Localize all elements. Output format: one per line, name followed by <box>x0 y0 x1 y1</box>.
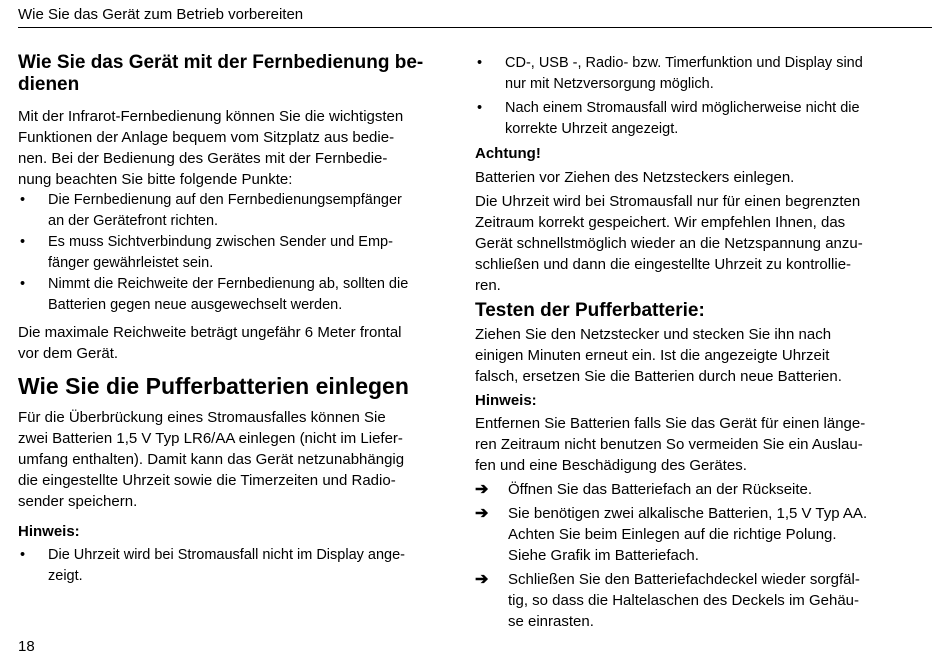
clock-text <box>475 191 923 296</box>
page-number: 18 <box>18 638 35 655</box>
text-line: Für die Überbrückung eines Stromausfalles können Sie <box>18 409 386 426</box>
text-line: Schließen Sie den Batteriefachdeckel wieder sorgfäl- <box>508 571 860 588</box>
attention-label: Achtung! <box>475 145 541 162</box>
text-line: Entfernen Sie Batterien falls Sie das Gerät für einen länge- <box>475 415 866 432</box>
list-item <box>475 503 923 566</box>
step-list <box>475 479 923 632</box>
bullet-icon: • <box>20 234 26 250</box>
text-line: Sie benötigen zwei alkalische Batterien, 1,5 V Typ AA. <box>508 505 868 522</box>
note-text <box>475 413 923 476</box>
list-item <box>18 232 456 274</box>
text-line: Batterien gegen neue ausgewechselt werden. <box>48 297 343 313</box>
text-line: Es muss Sichtverbindung zwischen Sender und Emp- <box>48 234 393 250</box>
batteries-body <box>18 407 456 512</box>
batteries-bullet-list <box>18 545 456 587</box>
text-line: fänger gewährleistet sein. <box>48 255 214 271</box>
section-heading-batteries: Wie Sie die Pufferbatterien einlegen <box>18 373 409 399</box>
attention-text: Batterien vor Ziehen des Netzsteckers einlegen. <box>475 169 795 186</box>
text-line: Mit der Infrarot-Fernbedienung können Sie die wichtigsten <box>18 108 404 125</box>
list-item <box>475 569 923 632</box>
arrow-right-icon: ➔ <box>475 481 489 498</box>
running-header: Wie Sie das Gerät zum Betrieb vorbereiten <box>18 6 304 23</box>
text-line: die eingestellte Uhrzeit sowie die Timerzeiten und Radio- <box>18 472 396 489</box>
text-line: Siehe Grafik im Batteriefach. <box>508 547 699 564</box>
arrow-right-icon: ➔ <box>475 505 489 522</box>
text-line: tig, so dass die Haltelaschen des Deckels im Gehäu- <box>508 592 860 609</box>
text-line: schließen und dann die eingestellte Uhrzeit zu kontrollie- <box>475 256 852 273</box>
arrow-right-icon: ➔ <box>475 571 489 588</box>
text-line: Die maximale Reichweite beträgt ungefähr 6 Meter frontal <box>18 324 402 341</box>
text-line: nur mit Netzversorgung möglich. <box>505 76 714 92</box>
text-line: se einrasten. <box>508 613 594 630</box>
list-item <box>475 53 923 95</box>
text-line: fen und eine Beschädigung des Gerätes. <box>475 457 747 474</box>
bullet-icon: • <box>477 100 483 116</box>
power-bullet-list <box>475 53 923 140</box>
text-line: umfang enthalten). Damit kann das Gerät netzunabhängig <box>18 451 405 468</box>
text-line: Ziehen Sie den Netzstecker und stecken Sie ihn nach <box>475 326 832 343</box>
text-line: ren. <box>475 277 501 294</box>
note-label: Hinweis: <box>475 392 537 409</box>
text-line: ren Zeitraum nicht benutzen So vermeiden Sie ein Auslau- <box>475 436 863 453</box>
list-item <box>475 479 923 500</box>
list-item <box>18 545 456 587</box>
header-rule <box>18 27 932 28</box>
text-line: einigen Minuten erneut ein. Ist die angezeigte Uhrzeit <box>475 347 830 364</box>
bullet-icon: • <box>20 276 26 292</box>
text-line: an der Gerätefront richten. <box>48 213 219 229</box>
text-line: Achten Sie beim Einlegen auf die richtige Polung. <box>508 526 837 543</box>
text-line: Nach einem Stromausfall wird möglicherweise nicht die <box>505 100 860 116</box>
heading-line: dienen <box>18 74 80 95</box>
text-line: falsch, ersetzen Sie die Batterien durch neue Batterien. <box>475 368 842 385</box>
section-heading-remote <box>18 52 456 96</box>
test-heading: Testen der Pufferbatterie: <box>475 300 705 321</box>
bullet-icon: • <box>20 192 26 208</box>
text-line: Öffnen Sie das Batteriefach an der Rückseite. <box>508 481 813 498</box>
text-line: korrekte Uhrzeit angezeigt. <box>505 121 679 137</box>
text-line: Die Uhrzeit wird bei Stromausfall nicht im Display ange- <box>48 547 405 563</box>
list-item <box>18 274 456 316</box>
list-item <box>475 98 923 140</box>
heading-line: Wie Sie das Gerät mit der Fernbedienung be- <box>18 52 424 73</box>
bullet-icon: • <box>477 55 483 71</box>
text-line: Gerät schnellstmöglich wieder an die Netzspannung anzu- <box>475 235 863 252</box>
left-column <box>18 52 456 587</box>
text-line: sender speichern. <box>18 493 138 510</box>
right-column <box>475 53 923 632</box>
text-line: zeigt. <box>48 568 83 584</box>
text-line: zwei Batterien 1,5 V Typ LR6/AA einlegen (nicht im Liefer- <box>18 430 403 447</box>
text-line: CD-, USB -, Radio- bzw. Timerfunktion und Display sind <box>505 55 863 71</box>
remote-intro <box>18 106 456 190</box>
range-text <box>18 322 456 364</box>
text-line: nen. Bei der Bedienung des Gerätes mit der Fernbedie- <box>18 150 388 167</box>
test-text <box>475 324 923 387</box>
text-line: vor dem Gerät. <box>18 345 119 362</box>
text-line: Nimmt die Reichweite der Fernbedienung ab, sollten die <box>48 276 409 292</box>
text-line: Funktionen der Anlage bequem vom Sitzplatz aus bedie- <box>18 129 395 146</box>
list-item <box>18 190 456 232</box>
text-line: Die Fernbedienung auf den Fernbedienungsempfänger <box>48 192 402 208</box>
remote-bullet-list <box>18 190 456 316</box>
note-label: Hinweis: <box>18 523 80 540</box>
text-line: nung beachten Sie bitte folgende Punkte: <box>18 171 293 188</box>
text-line: Die Uhrzeit wird bei Stromausfall nur für einen begrenzten <box>475 193 861 210</box>
text-line: Zeitraum korrekt gespeichert. Wir empfehlen Ihnen, das <box>475 214 846 231</box>
bullet-icon: • <box>20 547 26 563</box>
